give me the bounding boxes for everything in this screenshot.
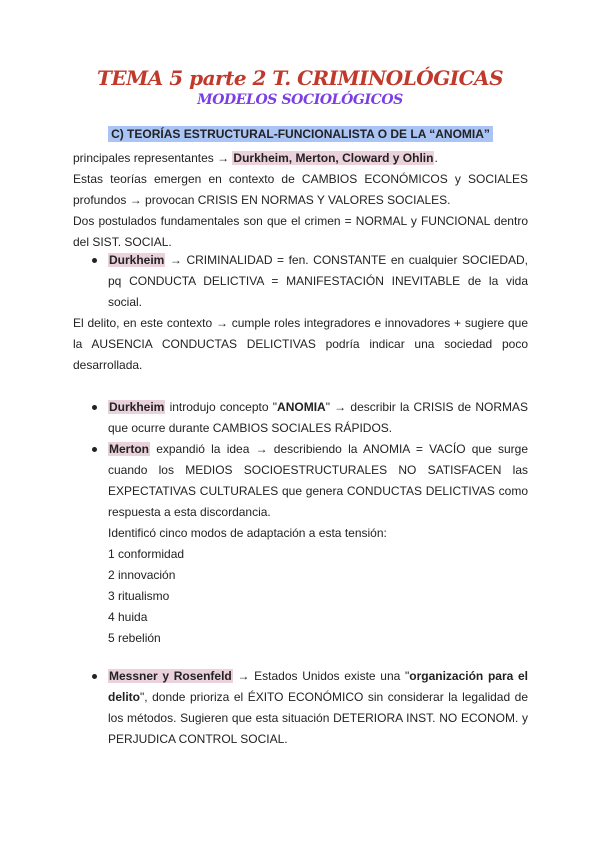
list-item: Messner y Rosenfeld → Estados Unidos existe una "organización para el delito", donde prioriza el ÉXITO ECONÓMICO sin considerar la legalidad de los métodos. Sugieren que esta situación DETERIORA INST. NO ECONOM. y PERJUDICA CONTROL SOCIAL.	[90, 666, 528, 750]
adaptation-mode: 3 ritualismo	[108, 589, 170, 603]
delito-paragraph: El delito, en este contexto → cumple roles integradores e innovadores + sugiere que la AUSENCIA CONDUCTAS DELICTIVAS podría indicar una sociedad poco desarrollada.	[73, 316, 528, 372]
adaptation-mode: 1 conformidad	[108, 547, 185, 561]
section-heading-text: C) TEORÍAS ESTRUCTURAL-FUNCIONALISTA O DE LA “ANOMIA”	[108, 126, 493, 142]
anomia-list	[90, 397, 528, 649]
section-heading	[73, 127, 528, 141]
durkheim-criminality-list	[90, 250, 528, 313]
adaptation-modes-list	[108, 544, 528, 649]
author-name: Durkheim	[109, 253, 165, 267]
list-item: Merton expandió la idea → describiendo la ANOMIA = VACÍO que surge cuando los MEDIOS SOCIOESTRUCTURALES NO SATISFACEN las EXPECTATIVAS CULTURALES que genera CONDUCTAS DELICTIVAS como respuesta a esta discordancia. Identificó cinco modos de adaptación a esta tensión: 1 conformidad 2 innovación 3 ritualismo 4 huida 5 rebelión	[90, 439, 528, 649]
adaptation-mode: 4 huida	[108, 610, 148, 624]
list-item: Durkheim introdujo concepto "ANOMIA" → describir la CRISIS de NORMAS que ocurre durante CAMBIOS SOCIALES RÁPIDOS.	[90, 397, 528, 439]
author-name: Merton	[109, 442, 149, 456]
adaptation-modes-intro: Identificó cinco modos de adaptación a esta tensión:	[108, 526, 387, 540]
representatives-names: Durkheim, Merton, Cloward y Ohlin	[233, 151, 434, 165]
adaptation-mode: 5 rebelión	[108, 631, 161, 645]
postulates-paragraph: Dos postulados fundamentales son que el crimen = NORMAL y FUNCIONAL dentro del SIST. SOCIAL.	[73, 214, 528, 249]
document-title: TEMA 5 parte 2 T. CRIMINOLÓGICAS	[96, 66, 504, 90]
list-item: Durkheim → CRIMINALIDAD = fen. CONSTANTE en cualquier SOCIEDAD, pq CONDUCTA DELICTIVA = MANIFESTACIÓN INEVITABLE de la vida social.	[90, 250, 528, 313]
messner-list	[90, 666, 528, 750]
context-paragraph: Estas teorías emergen en contexto de CAMBIOS ECONÓMICOS y SOCIALES profundos → provocan CRISIS EN NORMAS Y VALORES SOCIALES.	[73, 172, 528, 207]
document-subtitle: MODELOS SOCIOLÓGICOS	[197, 92, 403, 108]
intro-paragraphs	[73, 148, 528, 253]
representatives-line: principales representantes → Durkheim, Merton, Cloward y Ohlin.	[73, 151, 438, 165]
author-name: Durkheim	[109, 400, 165, 414]
adaptation-mode: 2 innovación	[108, 568, 176, 582]
author-name: Messner y Rosenfeld	[109, 669, 232, 683]
organization-term: organización para el delito	[108, 669, 528, 704]
anomia-term: ANOMIA	[277, 400, 326, 414]
